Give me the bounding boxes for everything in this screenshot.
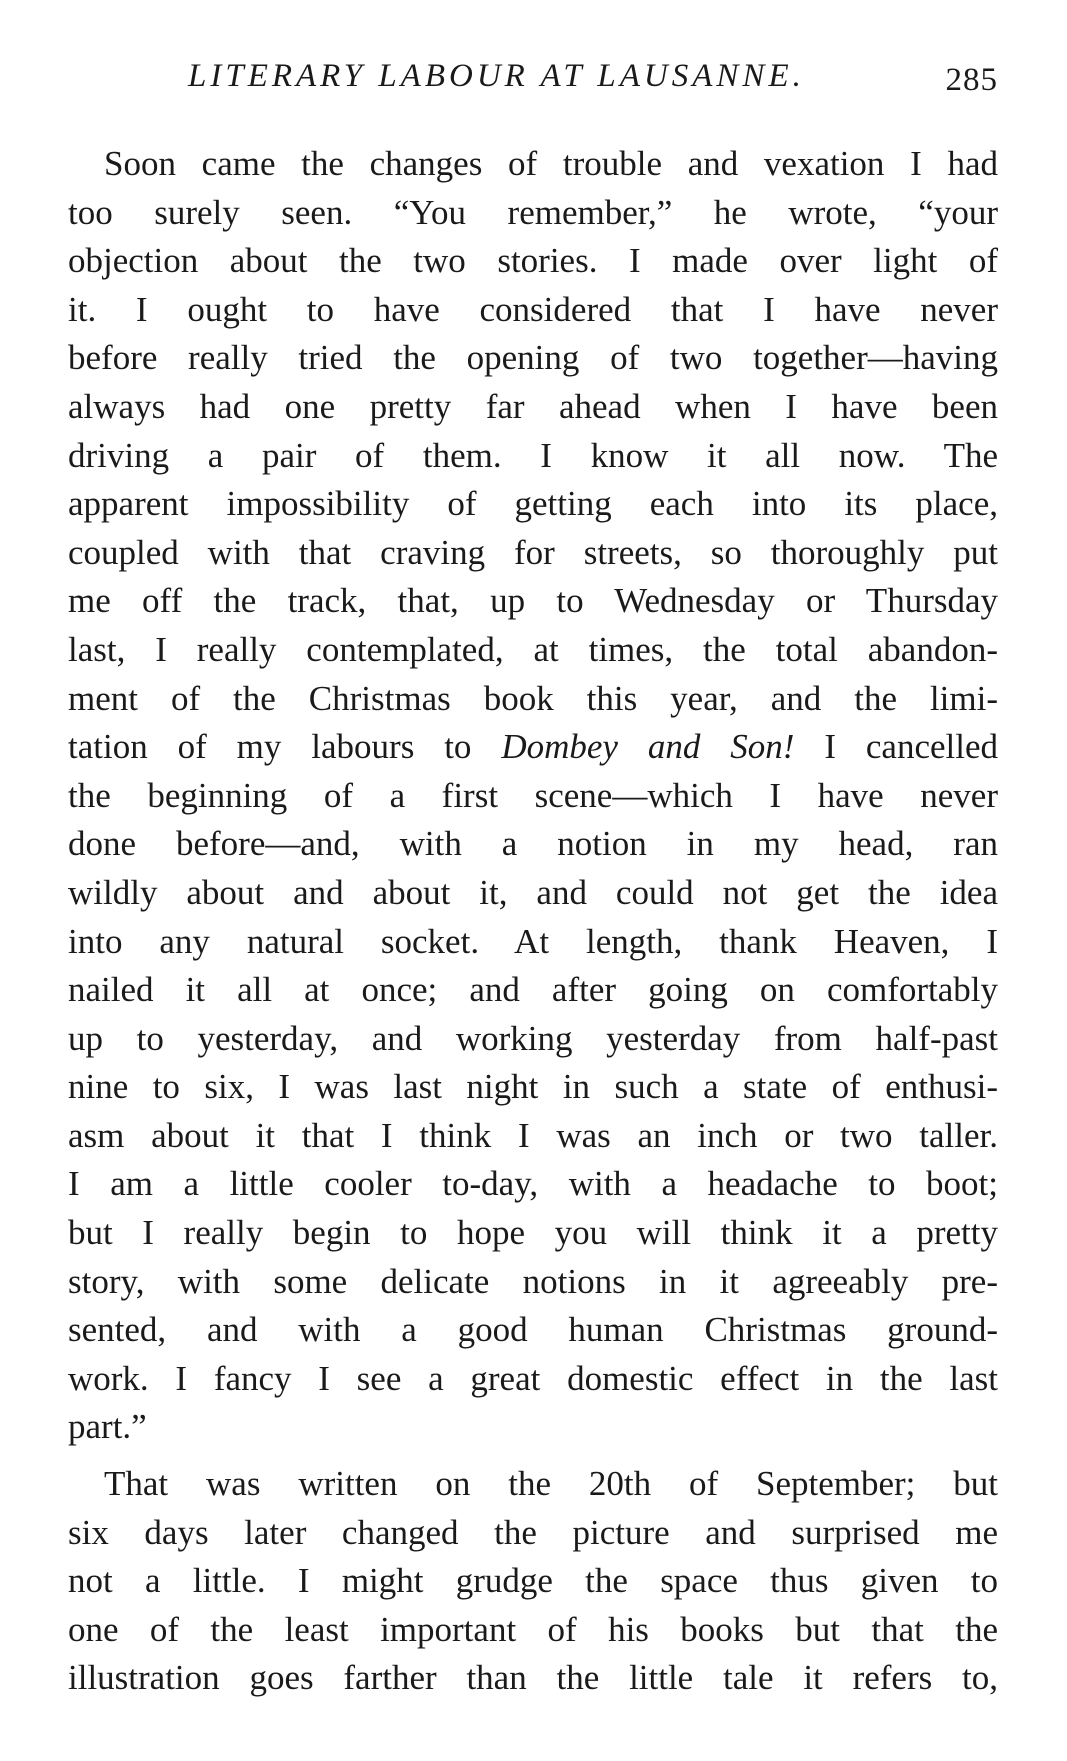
text-line: wildly about and about it, and could not get the idea — [68, 872, 998, 912]
text-line: nine to six, I was last night in such a state of enthusi- — [68, 1067, 998, 1107]
text-line: the beginning of a first scene—which I have never — [68, 775, 998, 815]
text-line: ment of the Christmas book this year, and the limi- — [68, 678, 998, 718]
text-line: sented, and with a good human Christmas ground- — [68, 1310, 998, 1350]
text-line: apparent impossibility of getting each into its place, — [68, 484, 998, 524]
text-line: illustration goes farther than the little tale it refers to, — [68, 1658, 998, 1698]
text-line: work. I fancy I see a great domestic effect in the last — [68, 1358, 998, 1398]
text-line: six days later changed the picture and surprised me — [68, 1512, 998, 1552]
running-head — [68, 58, 998, 108]
text-line: That was written on the 20th of September; but — [104, 1464, 998, 1504]
text-line: not a little. I might grudge the space thus given to — [68, 1561, 998, 1601]
book-title-italic: Dombey and Son! — [501, 727, 795, 767]
paragraph — [68, 1460, 998, 1703]
text-line: always had one pretty far ahead when I have been — [68, 386, 998, 426]
text-run: I cancelled — [794, 727, 998, 767]
text-line: nailed it all at once; and after going on comfortably — [68, 970, 998, 1010]
text-line: but I really begin to hope you will think it a pretty — [68, 1213, 998, 1253]
text-line-with-italic-title — [68, 723, 998, 772]
running-title: LITERARY LABOUR AT LAUSANNE. — [188, 58, 805, 94]
text-line: part.” — [68, 1407, 147, 1447]
text-line: objection about the two stories. I made over light of — [68, 241, 998, 281]
text-line: driving a pair of them. I know it all now. The — [68, 435, 998, 475]
text-line: one of the least important of his books but that the — [68, 1609, 998, 1649]
text-line: last, I really contemplated, at times, the total abandon- — [68, 629, 998, 669]
body-text — [68, 140, 998, 1703]
text-line: story, with some delicate notions in it agreeably pre- — [68, 1261, 998, 1301]
text-line: asm about it that I think I was an inch or two taller. — [68, 1115, 998, 1155]
text-line: I am a little cooler to-day, with a headache to boot; — [68, 1164, 998, 1204]
text-line: before really tried the opening of two together—having — [68, 338, 998, 378]
text-line: too surely seen. “You remember,” he wrote, “your — [68, 192, 998, 232]
text-line: into any natural socket. At length, thank Heaven, I — [68, 921, 998, 961]
text-line: done before—and, with a notion in my head, ran — [68, 824, 998, 864]
paragraph-gap — [68, 1452, 998, 1460]
text-line: up to yesterday, and working yesterday from half-past — [68, 1018, 998, 1058]
page-number: 285 — [945, 62, 998, 98]
text-line: coupled with that craving for streets, so thoroughly put — [68, 532, 998, 572]
text-line: it. I ought to have considered that I have never — [68, 289, 998, 329]
paragraph — [68, 140, 998, 1452]
text-run: tation of my labours to — [68, 727, 502, 767]
text-line: me off the track, that, up to Wednesday or Thursday — [68, 581, 998, 621]
text-line: Soon came the changes of trouble and vexation I had — [104, 144, 998, 183]
